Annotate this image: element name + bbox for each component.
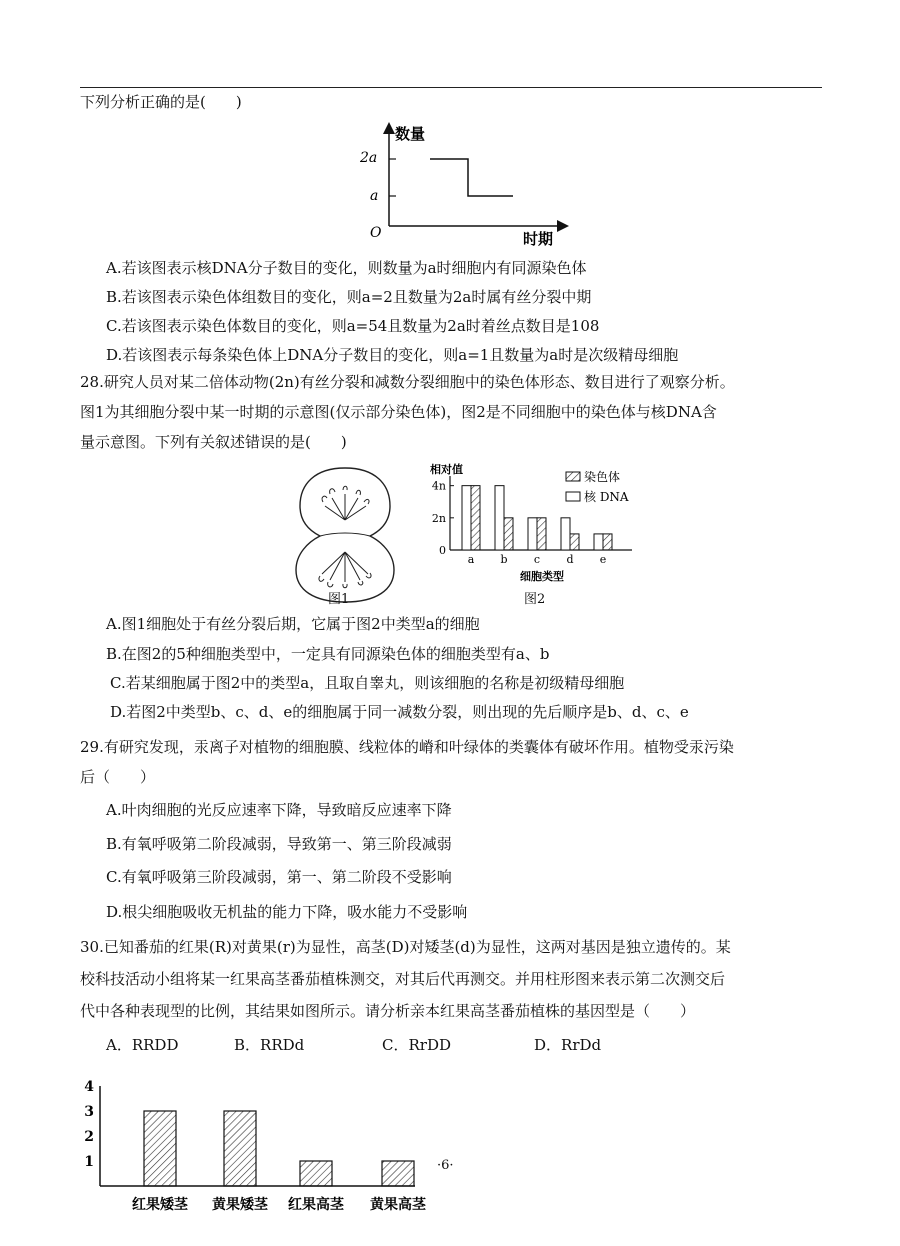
q28-fig2-caption: 图2 (524, 592, 546, 607)
q28-option-a: A.图1细胞处于有丝分裂后期，它属于图2中类型a的细胞 (106, 615, 480, 633)
fig2-bar-dna (561, 518, 570, 550)
q30-choice-d: D．RrDd (534, 1036, 602, 1054)
header-rule (80, 87, 822, 88)
q27-tick-a: a (370, 188, 379, 204)
q27-option-b: B.若该图表示染色体组数目的变化，则a=2且数量为2a时属有丝分裂中期 (106, 288, 592, 306)
q27-ylabel: 数量 (395, 125, 426, 143)
fig3-bar (144, 1111, 176, 1186)
fig2-ytick-label: 0 (439, 544, 446, 557)
fig2-xlabel: 细胞类型 (520, 570, 564, 583)
fig3-ytick-label: 2 (84, 1129, 94, 1145)
fig2-category-label: a (467, 553, 475, 566)
q27-origin: O (370, 225, 382, 241)
fig2-category-label: d (566, 553, 574, 566)
q30-stem-line-2: 校科技活动小组将某一红果高茎番茄植株测交，对其后代再测交。并用柱形图来表示第二次测交后 (80, 970, 726, 988)
fig2-bar-chromosome (504, 518, 513, 550)
q27-option-d: D.若该图表示每条染色体上DNA分子数目的变化，则a=1且数量为a时是次级精母细胞 (106, 346, 679, 364)
page-number: ·6· (437, 1158, 454, 1173)
fig3-category-label: 红果高茎 (288, 1197, 344, 1213)
fig2-legend-swatch-chromosome (566, 472, 580, 481)
q29-option-b: B.有氧呼吸第二阶段减弱，导致第一、第三阶段减弱 (106, 835, 452, 853)
q30-stem-line-3: 代中各种表现型的比例，其结果如图所示。请分析亲本红果高茎番茄植株的基因型是（ ） (80, 1002, 696, 1020)
fig3-bar (382, 1161, 414, 1186)
fig2-legend-chromosome: 染色体 (584, 470, 621, 484)
fig2-bar-dna (594, 534, 603, 550)
fig3-bar (300, 1161, 332, 1186)
fig2-bar-chromosome (603, 534, 612, 550)
q29-option-d: D.根尖细胞吸收无机盐的能力下降，吸水能力不受影响 (106, 903, 468, 921)
fig2-ylabel: 相对值 (430, 463, 463, 476)
q27-tick-2a: 2a (360, 150, 378, 166)
q28-option-b: B.在图2的5种细胞类型中，一定具有同源染色体的细胞类型有a、b (106, 645, 550, 663)
fig2-category-label: e (599, 553, 607, 566)
q28-stem-line-1: 28.研究人员对某二倍体动物(2n)有丝分裂和减数分裂细胞中的染色体形态、数目进行了观察分析。 (80, 373, 735, 391)
fig2-bar-dna (495, 486, 504, 550)
fig3-category-label: 黄果矮茎 (212, 1197, 268, 1213)
fig2-bar-chromosome (570, 534, 579, 550)
fig2-bar-chromosome (537, 518, 546, 550)
fig3-ytick-label: 1 (84, 1154, 94, 1170)
q30-choice-b: B．RRDd (234, 1036, 305, 1054)
q28-option-c: C.若某细胞属于图2中的类型a，且取自睾丸，则该细胞的名称是初级精母细胞 (110, 674, 625, 692)
q27-step-graph (358, 120, 578, 250)
fig2-bar-chromosome (471, 486, 480, 550)
q27-option-c: C.若该图表示染色体数目的变化，则a=54且数量为2a时着丝点数目是108 (106, 317, 600, 335)
q27-xlabel: 时期 (523, 230, 554, 248)
q30-bar-chart (80, 1076, 430, 1216)
q28-fig1-caption: 图1 (328, 592, 350, 607)
q27-step-line (430, 159, 513, 196)
fig3-ytick-label: 3 (84, 1104, 94, 1120)
fig2-category-label: c (533, 553, 541, 566)
q28-fig1-cell (290, 462, 400, 608)
q27-stem: 下列分析正确的是( ) (80, 93, 242, 111)
q27-option-a: A.若该图表示核DNA分子数目的变化，则数量为a时细胞内有同源染色体 (106, 259, 587, 277)
fig2-bar-dna (462, 486, 471, 550)
q28-option-d: D.若图2中类型b、c、d、e的细胞属于同一减数分裂，则出现的先后顺序是b、d、c、e (110, 703, 689, 721)
q30-stem-line-1: 30.已知番茄的红果(R)对黄果(r)为显性，高茎(D)对矮茎(d)为显性，这两对基因是独立遗传的。某 (80, 938, 731, 956)
fig2-legend-dna: 核 DNA (584, 490, 629, 504)
q28-stem-line-3: 量示意图。下列有关叙述错误的是( ) (80, 433, 347, 451)
q28-fig2-chart (420, 462, 645, 588)
fig3-bar (224, 1111, 256, 1186)
q29-stem-line-2: 后（ ） (80, 768, 156, 786)
q30-choice-a: A．RRDD (106, 1036, 179, 1054)
fig2-category-label: b (500, 553, 508, 566)
q28-stem-line-2: 图1为其细胞分裂中某一时期的示意图(仅示部分染色体)，图2是不同细胞中的染色体与核DNA含 (80, 403, 717, 421)
q30-choice-c: C．RrDD (382, 1036, 451, 1054)
fig3-ytick-label: 4 (84, 1079, 94, 1095)
q29-option-a: A.叶肉细胞的光反应速率下降，导致暗反应速率下降 (106, 801, 452, 819)
fig2-ytick-label: 4n (431, 479, 446, 493)
fig2-bar-dna (528, 518, 537, 550)
q29-option-c: C.有氧呼吸第三阶段减弱，第一、第二阶段不受影响 (106, 868, 452, 886)
fig2-ytick-label: 2n (431, 511, 446, 525)
fig2-legend-swatch-dna (566, 492, 580, 501)
q29-stem-line-1: 29.有研究发现，汞离子对植物的细胞膜、线粒体的嵴和叶绿体的类囊体有破坏作用。植物受汞污染 (80, 738, 734, 756)
fig3-category-label: 红果矮茎 (132, 1197, 188, 1213)
fig3-category-label: 黄果高茎 (370, 1197, 426, 1213)
